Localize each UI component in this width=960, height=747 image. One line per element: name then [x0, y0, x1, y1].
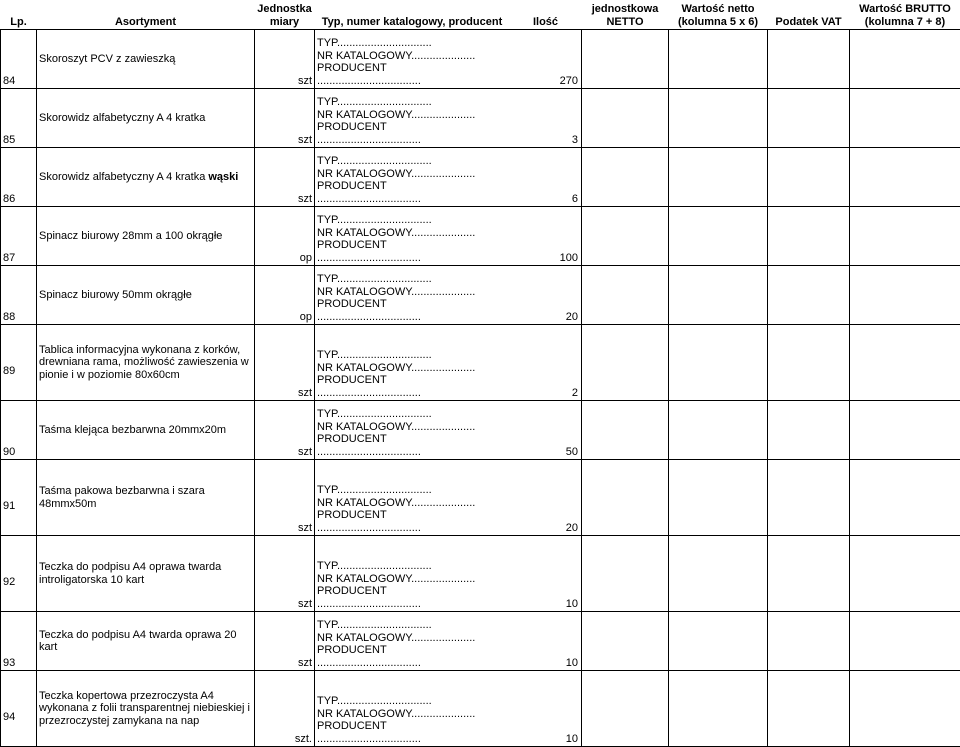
catalog-number-line: NR KATALOGOWY..................... [317, 168, 510, 181]
unit-price-cell[interactable] [582, 536, 669, 612]
net-value-cell[interactable] [669, 148, 768, 207]
gross-value-cell[interactable] [850, 266, 960, 325]
net-value-cell[interactable] [669, 207, 768, 266]
item-name: Skoroszyt PCV z zawieszką [39, 53, 175, 65]
col-jednostka: Jednostka miary [255, 0, 315, 30]
item-name: Teczka do podpisu A4 oprawa twarda introligatorska 10 kart [39, 561, 221, 586]
catalog-number-line: NR KATALOGOWY..................... [317, 632, 510, 645]
net-value-cell[interactable] [669, 30, 768, 89]
dots-line: .................................. [317, 75, 510, 88]
typ-line: TYP............................... [317, 484, 510, 497]
dots-line: .................................. [317, 387, 510, 400]
typ-cell[interactable] [315, 671, 510, 747]
col-typ: Typ, numer katalogowy, producent [315, 0, 510, 30]
producer-line: PRODUCENT [317, 509, 510, 522]
typ-cell[interactable] [315, 148, 510, 207]
producer-line: PRODUCENT [317, 720, 510, 733]
table-row [1, 671, 960, 747]
item-name: Spinacz biurowy 50mm okrągłe [39, 289, 192, 301]
table-row [1, 325, 960, 401]
table-row [1, 460, 960, 536]
gross-value-cell[interactable] [850, 148, 960, 207]
unit-cell: szt [255, 612, 315, 671]
row-number: 93 [1, 612, 37, 671]
vat-cell[interactable] [768, 325, 850, 401]
item-name: Tablica informacyjna wykonana z korków, drewniana rama, możliwość zawieszenia w pionie i w poziomie 80x60cm [39, 344, 249, 381]
gross-value-cell[interactable] [850, 612, 960, 671]
item-name: Taśma pakowa bezbarwna i szara 48mmx50m [39, 485, 205, 510]
vat-cell[interactable] [768, 148, 850, 207]
item-cell [37, 30, 255, 89]
item-name: Spinacz biurowy 28mm a 100 okrągłe [39, 230, 222, 242]
typ-line: TYP............................... [317, 560, 510, 573]
col-netto: Wartość netto (kolumna 5 x 6) [669, 0, 768, 30]
vat-cell[interactable] [768, 612, 850, 671]
typ-line: TYP............................... [317, 273, 510, 286]
unit-cell: szt [255, 30, 315, 89]
row-number: 90 [1, 401, 37, 460]
table-row [1, 89, 960, 148]
item-name: Skorowidz alfabetyczny A 4 kratka [39, 112, 205, 124]
item-cell [37, 460, 255, 536]
table-header [1, 0, 960, 30]
unit-price-cell[interactable] [582, 30, 669, 89]
row-number: 84 [1, 30, 37, 89]
quantity-cell: 2 [510, 325, 582, 401]
quantity-cell: 50 [510, 401, 582, 460]
item-name-bold: wąski [208, 171, 238, 183]
quantity-cell: 3 [510, 89, 582, 148]
table-row [1, 148, 960, 207]
vat-cell[interactable] [768, 401, 850, 460]
vat-cell[interactable] [768, 207, 850, 266]
col-asortyment: Asortyment [37, 0, 255, 30]
quantity-cell: 20 [510, 460, 582, 536]
producer-line: PRODUCENT [317, 121, 510, 134]
row-number: 89 [1, 325, 37, 401]
quantity-cell: 20 [510, 266, 582, 325]
dots-line: .................................. [317, 598, 510, 611]
quantity-cell: 270 [510, 30, 582, 89]
typ-line: TYP............................... [317, 96, 510, 109]
vat-cell[interactable] [768, 89, 850, 148]
net-value-cell[interactable] [669, 671, 768, 747]
producer-line: PRODUCENT [317, 374, 510, 387]
vat-cell[interactable] [768, 536, 850, 612]
dots-line: .................................. [317, 252, 510, 265]
dots-line: .................................. [317, 193, 510, 206]
typ-line: TYP............................... [317, 155, 510, 168]
gross-value-cell[interactable] [850, 325, 960, 401]
net-value-cell[interactable] [669, 536, 768, 612]
catalog-number-line: NR KATALOGOWY..................... [317, 227, 510, 240]
quantity-cell: 100 [510, 207, 582, 266]
vat-cell[interactable] [768, 671, 850, 747]
item-name: Taśma klejąca bezbarwna 20mmx20m [39, 424, 226, 436]
producer-line: PRODUCENT [317, 298, 510, 311]
dots-line: .................................. [317, 657, 510, 670]
catalog-number-line: NR KATALOGOWY..................... [317, 50, 510, 63]
table-row [1, 401, 960, 460]
table-row [1, 612, 960, 671]
dots-line: .................................. [317, 446, 510, 459]
typ-cell[interactable] [315, 325, 510, 401]
catalog-number-line: NR KATALOGOWY..................... [317, 286, 510, 299]
gross-value-cell[interactable] [850, 401, 960, 460]
item-cell [37, 671, 255, 747]
row-number: 88 [1, 266, 37, 325]
unit-price-cell[interactable] [582, 207, 669, 266]
catalog-number-line: NR KATALOGOWY..................... [317, 573, 510, 586]
item-name: Skorowidz alfabetyczny A 4 kratka [39, 171, 205, 183]
row-number: 87 [1, 207, 37, 266]
unit-cell: szt [255, 148, 315, 207]
typ-cell[interactable] [315, 207, 510, 266]
row-number: 86 [1, 148, 37, 207]
unit-price-cell[interactable] [582, 89, 669, 148]
unit-price-cell[interactable] [582, 612, 669, 671]
net-value-cell[interactable] [669, 325, 768, 401]
unit-price-cell[interactable] [582, 671, 669, 747]
producer-line: PRODUCENT [317, 644, 510, 657]
unit-cell: szt [255, 401, 315, 460]
col-ilosc: Ilość [510, 0, 582, 30]
producer-line: PRODUCENT [317, 180, 510, 193]
catalog-number-line: NR KATALOGOWY..................... [317, 421, 510, 434]
producer-line: PRODUCENT [317, 239, 510, 252]
item-cell [37, 536, 255, 612]
quantity-cell: 10 [510, 612, 582, 671]
typ-cell[interactable] [315, 266, 510, 325]
net-value-cell[interactable] [669, 89, 768, 148]
vat-cell[interactable] [768, 266, 850, 325]
item-cell [37, 325, 255, 401]
typ-cell[interactable] [315, 536, 510, 612]
net-value-cell[interactable] [669, 266, 768, 325]
row-number: 85 [1, 89, 37, 148]
unit-cell: op [255, 207, 315, 266]
col-vat: Podatek VAT [768, 0, 850, 30]
typ-cell[interactable] [315, 89, 510, 148]
gross-value-cell[interactable] [850, 30, 960, 89]
gross-value-cell[interactable] [850, 207, 960, 266]
unit-price-cell[interactable] [582, 460, 669, 536]
item-cell [37, 89, 255, 148]
producer-line: PRODUCENT [317, 62, 510, 75]
unit-price-cell[interactable] [582, 148, 669, 207]
net-value-cell[interactable] [669, 612, 768, 671]
vat-cell[interactable] [768, 460, 850, 536]
typ-line: TYP............................... [317, 37, 510, 50]
table-row [1, 30, 960, 89]
row-number: 92 [1, 536, 37, 612]
quantity-cell: 10 [510, 536, 582, 612]
typ-line: TYP............................... [317, 695, 510, 708]
typ-line: TYP............................... [317, 408, 510, 421]
net-value-cell[interactable] [669, 401, 768, 460]
vat-cell[interactable] [768, 30, 850, 89]
item-cell [37, 148, 255, 207]
dots-line: .................................. [317, 522, 510, 535]
unit-cell: szt [255, 460, 315, 536]
quantity-cell: 6 [510, 148, 582, 207]
unit-price-cell[interactable] [582, 401, 669, 460]
unit-cell: op [255, 266, 315, 325]
typ-line: TYP............................... [317, 349, 510, 362]
unit-price-cell[interactable] [582, 325, 669, 401]
producer-line: PRODUCENT [317, 585, 510, 598]
table-row [1, 266, 960, 325]
item-cell [37, 266, 255, 325]
unit-cell: szt [255, 89, 315, 148]
dots-line: .................................. [317, 311, 510, 324]
typ-cell[interactable] [315, 612, 510, 671]
typ-cell[interactable] [315, 460, 510, 536]
table-row [1, 536, 960, 612]
table-row [1, 207, 960, 266]
gross-value-cell[interactable] [850, 460, 960, 536]
quantity-cell: 10 [510, 671, 582, 747]
catalog-number-line: NR KATALOGOWY..................... [317, 497, 510, 510]
typ-line: TYP............................... [317, 214, 510, 227]
unit-cell: szt [255, 536, 315, 612]
unit-price-cell[interactable] [582, 266, 669, 325]
unit-cell: szt [255, 325, 315, 401]
net-value-cell[interactable] [669, 460, 768, 536]
dots-line: .................................. [317, 134, 510, 147]
typ-cell[interactable] [315, 401, 510, 460]
item-name: Teczka kopertowa przezroczysta A4 wykonana z folii transparentnej niebieskiej i przezroczystej zamykana na nap [39, 690, 250, 727]
dots-line: .................................. [317, 733, 510, 746]
catalog-number-line: NR KATALOGOWY..................... [317, 362, 510, 375]
catalog-number-line: NR KATALOGOWY..................... [317, 109, 510, 122]
catalog-number-line: NR KATALOGOWY..................... [317, 708, 510, 721]
gross-value-cell[interactable] [850, 536, 960, 612]
item-cell [37, 401, 255, 460]
item-name: Teczka do podpisu A4 twarda oprawa 20 kart [39, 629, 237, 654]
gross-value-cell[interactable] [850, 89, 960, 148]
typ-cell[interactable] [315, 30, 510, 89]
col-cena: jednostkowa NETTO [582, 0, 669, 30]
producer-line: PRODUCENT [317, 433, 510, 446]
unit-cell: szt. [255, 671, 315, 747]
row-number: 94 [1, 671, 37, 747]
typ-line: TYP............................... [317, 619, 510, 632]
item-cell [37, 207, 255, 266]
item-cell [37, 612, 255, 671]
col-brutto: Wartość BRUTTO (kolumna 7 + 8) [850, 0, 960, 30]
gross-value-cell[interactable] [850, 671, 960, 747]
row-number: 91 [1, 460, 37, 536]
col-lp: Lp. [1, 0, 37, 30]
